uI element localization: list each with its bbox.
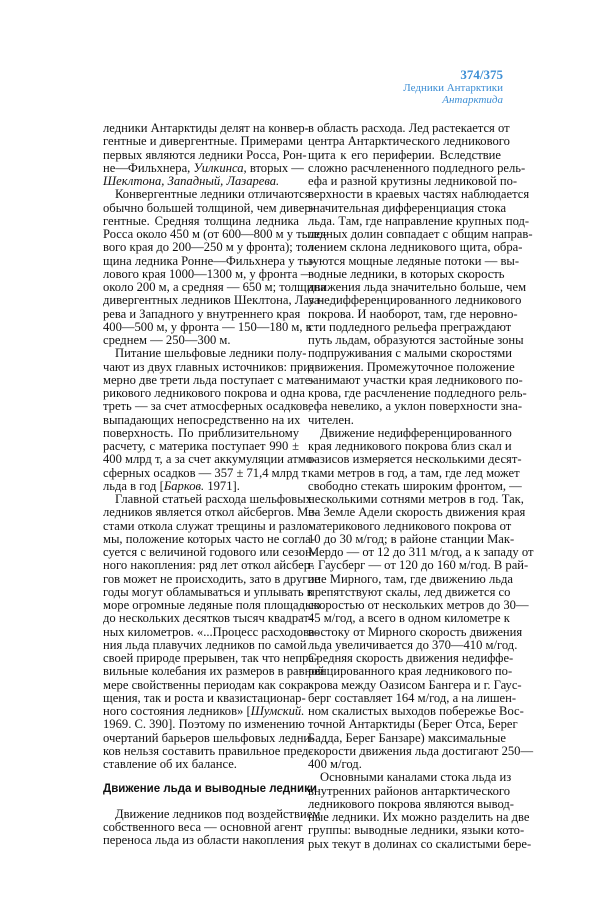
text-line: ледникового покрова являются вывод- [308,796,514,811]
text-line: 400—500 м, у фронта — 150—180 м, в [103,319,312,334]
text-line: значительная дифференциация стока [308,200,507,215]
text-line: ефа невелико, а уклон поверхности зна- [308,399,523,414]
text-line: у недифференцированного ледникового [308,293,522,308]
text-line: сложно расчлененного подледного рель- [308,160,526,175]
text-line: около 200 м, а средняя — 650 м; толщина [103,280,326,294]
text-line: гентные и дивергентные. Примерами [103,134,303,149]
right-column [308,121,534,851]
text-line: центра Антарктического ледникового [308,134,510,149]
text-line: щита к его периферии. Вследствие [308,147,501,162]
text-line: несколькими сотнями метров в год. Так, [308,492,524,506]
text-line: движения. Промежуточное положение [308,359,515,374]
text-line: Движение недифференцированного [320,425,512,440]
text-line: до нескольких десятков тысяч квадрат- [103,611,314,626]
text-line: льда. Там, где направление крупных под- [308,213,530,228]
text-line: оне Мирного, там, где движению льда [308,571,513,586]
text-line: внутренних районов антарктического [308,783,511,798]
text-line: чают из двух главных источников: при- [103,359,315,374]
text-line: 1969. С. 390]. Поэтому по изменению [103,717,305,732]
text-line: гов может не происходить, зато в другие [103,571,320,586]
text-line: рикового ледникового покрова и одна [103,386,305,400]
text-line: берг составляет 164 м/год, а на лишен- [308,690,517,705]
text-line: материкового ледникового покрова от [308,518,512,533]
text-line: занимают участки края ледникового по- [308,372,523,387]
text-line: ных километров. «...Процесс расходова- [103,624,319,639]
text-line: г. Гаусберг — от 120 до 160 м/год. В рай- [308,558,529,573]
text-line: первых являются ледники Росса, Рон- [103,147,307,162]
text-line: лением склона ледникового щита, обра- [308,240,523,255]
text-line: рева и Западного у внутреннего края [103,306,301,321]
text-line: очертаний барьеров шельфовых ледни- [103,730,315,745]
text-line: покрова. И наоборот, там, где неровно- [308,306,518,321]
chapter-title: Антарктида [442,94,503,106]
text-line: море огромные ледяные поля площадью [103,598,321,612]
section-title: Ледники Антарктики [403,82,503,94]
italic-text: Шеклтона, Западный, Лазарева. [103,174,280,188]
text-line: сферных осадков — 357 ± 71,4 млрд т [103,465,308,480]
text-run: льда в год [ [103,478,164,493]
text-line: Питание шельфовые ледники полу- [115,346,307,361]
text-line: щения, так и роста и квазистационар- [103,690,306,705]
running-header [403,68,503,106]
text-line: расчету, с материка поступает 990 ± [103,439,299,453]
text-run: 1971]. [204,478,240,493]
text-line: водные ледники, в которых скорость [308,266,505,281]
text-line: движения льда значительно больше, чем [308,280,527,294]
text-line: своей природе прерывен, так что непра- [103,651,319,665]
italic-text: Барков. [163,478,205,493]
text-line: ледных долин совпадает с общим направ- [308,227,533,241]
text-run: ного состояния ледников» [ [103,704,251,718]
page-numbers: 374/375 [460,67,503,82]
text-line: Средняя скорость движения недиффе- [308,651,514,665]
text-run: не—Фильхнера, [103,160,194,175]
text-line: востоку от Мирного скорость движения [308,624,523,639]
text-line: Мердо — от 12 до 311 м/год, а к западу от [308,545,534,559]
text-line: треть — за счет атмосферных осадков, [103,399,312,414]
section-heading: Движение льда и выводные ледники [103,783,317,796]
text-line: верхности в краевых частях наблюдается [308,187,530,202]
text-line: ков нельзя составить правильное пред- [103,743,313,758]
text-line: лового края 1000—1300 м, у фронта — [103,266,314,281]
text-line: 45 м/год, а всего в одном километре к [308,611,510,626]
text-line: мерно две трети льда поступает с мате- [103,372,315,387]
text-line: среднем — 250—300 м. [103,333,231,347]
text-line: ледников является откол айсбергов. Ме- [103,505,318,520]
text-line: ного накопления: ряд лет откол айсбер- [103,558,315,573]
text-line: группы: выводные ледники, языки кото- [308,823,525,838]
text-line: собственного веса — основной агент [103,819,303,834]
text-line [103,175,299,188]
text-line: точной Антарктиды (Берег Отса, Берег [308,717,518,732]
text-line: скорости движения льда достигают 250— [308,743,534,758]
text-line: Конвергентные ледники отличаются [115,187,311,202]
text-line: вого края до 200—250 м у фронта); тол- [103,240,318,255]
text-line: края ледникового покрова близ скал и [308,439,512,453]
left-column [103,121,327,847]
text-line: гентные. Средняя толщина ледника [103,213,299,228]
text-line: 400 м/год. [308,757,362,771]
text-line: зуются мощные ледяные потоки — вы- [308,253,520,268]
text-line: ефа и разной крутизны ледниковой по- [308,174,518,188]
text-line: крова, где расчленение подледного рель- [308,386,527,400]
text-line: рых текут в долинах со скалистыми бере- [308,836,532,851]
text-line: ледники Антарктиды делят на конвер- [103,121,309,135]
text-line: мы, положение которых часто не согла- [103,531,315,546]
text-line: ния льда плавучих ледников по самой [103,637,307,652]
text-line: годы могут обламываться и уплывать в [103,584,313,599]
text-line: льда увеличивается до 370—410 м/год. [308,637,518,652]
text-line: вильные колебания их размеров в равной [103,664,325,679]
text-run: вторых — [246,160,304,175]
text-line: мере свойственны периодам как сокра- [103,677,314,692]
text-line: на Земле Адели скорость движения края [308,505,526,520]
text-line: Бадда, Берег Банзаре) максимальные [308,730,506,745]
text-line: поверхность. По приблизительному [103,425,299,440]
text-line: ренцированного края ледникового по- [308,664,513,679]
text-line: свободно стекать широким фронтом, — [308,478,522,493]
text-line: чителен. [308,412,354,427]
text-line: дивергентных ледников Шеклтона, Лаза- [103,293,324,308]
text-line: суется с величиной годового или сезон- [103,545,317,559]
italic-text: Уилкинса, [193,160,247,175]
text-line: ные ледники. Их можно разделить на две [308,810,530,824]
text-line: ками метров в год, а там, где лед может [308,465,520,480]
text-line: 10 до 30 м/год; в районе станции Мак- [308,531,515,546]
text-line: Движение ледников под воздействием [115,806,321,821]
text-line: подпруживания с малыми скоростями [308,346,512,361]
text-line: скоростью от нескольких метров до 30— [308,598,529,612]
text-line: путь льдам, образуются застойные зоны [308,333,524,347]
text-line: Основными каналами стока льда из [320,770,512,785]
text-line: оазисов измеряется несколькими десят- [308,452,522,467]
italic-text: Шумский. [250,704,305,718]
text-line [103,480,299,493]
text-line: 400 млрд т, а за счет аккумуляции атмо- [103,452,317,467]
text-line [103,160,304,175]
text-line: стами откола служат трещины и разло- [103,518,313,533]
text-line: переноса льда из области накопления [103,833,305,847]
text-line: препятствуют скалы, лед движется со [308,584,511,599]
text-line: крова между Оазисом Бангера и г. Гаус- [308,677,522,692]
text-line: в область расхода. Лед растекается от [308,121,510,135]
text-line: ном скалистых выходов побережье Вос- [308,704,524,718]
text-line: Главной статьей расхода шельфовых [115,492,312,506]
text-line: обычно большей толщиной, чем дивер- [103,200,315,215]
text-line: выпадающих непосредственно на их [103,412,301,427]
text-line: сти подледного рельефа преграждают [308,319,512,334]
text-line [103,704,305,718]
text-line: Росса около 450 м (от 600—800 м у тыло- [103,227,327,241]
text-line: щина ледника Ронне—Фильхнера у ты- [103,253,316,268]
text-line: ставление об их балансе. [103,757,237,771]
